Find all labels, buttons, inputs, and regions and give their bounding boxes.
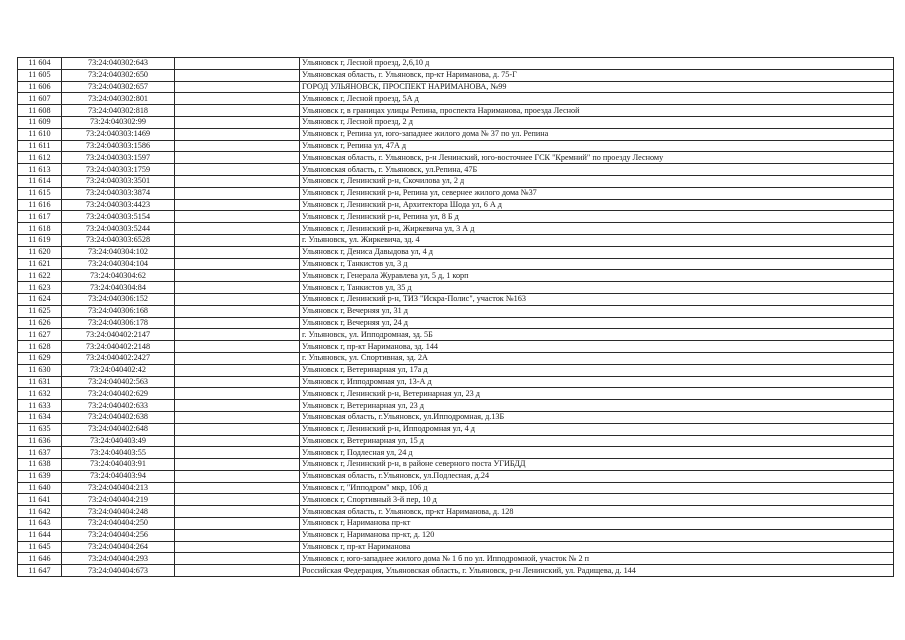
row-number-cell: 11 604	[18, 58, 62, 70]
row-number-cell: 11 632	[18, 388, 62, 400]
table-row	[18, 470, 894, 482]
address-cell: Ульяновск г, Ленинский р-н, Жиркевича ул, 3 А д	[300, 223, 894, 235]
row-number-cell: 11 626	[18, 317, 62, 329]
empty-cell	[175, 388, 300, 400]
cadastral-number-cell: 73:24:040304:62	[62, 270, 175, 282]
table-row	[18, 93, 894, 105]
table-row	[18, 293, 894, 305]
empty-cell	[175, 411, 300, 423]
row-number-cell: 11 629	[18, 352, 62, 364]
address-cell: Ульяновская область, г.Ульяновск, ул.Ипподромная, д.13Б	[300, 411, 894, 423]
address-cell: Ульяновск г, Танкистов ул, 3 д	[300, 258, 894, 270]
cadastral-number-cell: 73:24:040302:657	[62, 81, 175, 93]
cadastral-number-cell: 73:24:040402:2148	[62, 341, 175, 353]
row-number-cell: 11 619	[18, 234, 62, 246]
address-cell: г. Ульяновск, ул. Спортивная, зд. 2А	[300, 352, 894, 364]
cadastral-number-cell: 73:24:040404:264	[62, 541, 175, 553]
empty-cell	[175, 364, 300, 376]
table-row	[18, 423, 894, 435]
table-row	[18, 105, 894, 117]
row-number-cell: 11 628	[18, 341, 62, 353]
address-cell: Ульяновская область, г.Ульяновск, ул.Подлесная, д.24	[300, 470, 894, 482]
row-number-cell: 11 638	[18, 459, 62, 471]
empty-cell	[175, 423, 300, 435]
cadastral-number-cell: 73:24:040402:629	[62, 388, 175, 400]
table-row	[18, 518, 894, 530]
empty-cell	[175, 128, 300, 140]
table-row	[18, 270, 894, 282]
row-number-cell: 11 617	[18, 211, 62, 223]
table-row	[18, 329, 894, 341]
table-row	[18, 541, 894, 553]
address-cell: Ульяновск г, "Ипподром" мкр, 106 д	[300, 482, 894, 494]
empty-cell	[175, 234, 300, 246]
table-row	[18, 411, 894, 423]
empty-cell	[175, 506, 300, 518]
row-number-cell: 11 633	[18, 400, 62, 412]
empty-cell	[175, 400, 300, 412]
address-cell: Ульяновск г, Ленинский р-н, Ипподромная ул, 4 д	[300, 423, 894, 435]
row-number-cell: 11 622	[18, 270, 62, 282]
table-row	[18, 305, 894, 317]
cadastral-number-cell: 73:24:040306:178	[62, 317, 175, 329]
address-cell: Ульяновская область, г. Ульяновск, р-н Ленинский, юго-восточнее ГСК "Кремний" по проезду Лесному	[300, 152, 894, 164]
address-cell: Ульяновск г, пр-кт Нариманова	[300, 541, 894, 553]
table-row	[18, 81, 894, 93]
cadastral-number-cell: 73:24:040403:49	[62, 435, 175, 447]
table-row	[18, 364, 894, 376]
cadastral-number-cell: 73:24:040303:6528	[62, 234, 175, 246]
empty-cell	[175, 105, 300, 117]
cadastral-number-cell: 73:24:040403:94	[62, 470, 175, 482]
row-number-cell: 11 625	[18, 305, 62, 317]
address-cell: Ульяновск г, Ветеринарная ул, 23 д	[300, 400, 894, 412]
address-cell: Ульяновск г, Лесной проезд, 2 д	[300, 116, 894, 128]
address-cell: Ульяновск г, Вечерняя ул, 31 д	[300, 305, 894, 317]
empty-cell	[175, 282, 300, 294]
row-number-cell: 11 630	[18, 364, 62, 376]
table-row	[18, 282, 894, 294]
table-row	[18, 506, 894, 518]
row-number-cell: 11 606	[18, 81, 62, 93]
table-row	[18, 482, 894, 494]
empty-cell	[175, 459, 300, 471]
address-cell: Ульяновская область, г. Ульяновск, пр-кт Нариманова, д. 75-Г	[300, 69, 894, 81]
table-row	[18, 152, 894, 164]
empty-cell	[175, 518, 300, 530]
cadastral-number-cell: 73:24:040302:650	[62, 69, 175, 81]
address-cell: Ульяновск г, юго-западнее жилого дома № 1 б по ул. Ипподромной, участок № 2 п	[300, 553, 894, 565]
cadastral-number-cell: 73:24:040404:256	[62, 529, 175, 541]
address-cell: г. Ульяновск, ул. Жиркевича, зд. 4	[300, 234, 894, 246]
table-row	[18, 352, 894, 364]
table-row	[18, 400, 894, 412]
table-row	[18, 376, 894, 388]
empty-cell	[175, 69, 300, 81]
cadastral-number-cell: 73:24:040404:213	[62, 482, 175, 494]
row-number-cell: 11 616	[18, 199, 62, 211]
empty-cell	[175, 211, 300, 223]
address-cell: Российская Федерация, Ульяновская область, г. Ульяновск, р-н Ленинский, ул. Радищева, д. 144	[300, 565, 894, 577]
cadastral-number-cell: 73:24:040303:3874	[62, 187, 175, 199]
empty-cell	[175, 329, 300, 341]
row-number-cell: 11 621	[18, 258, 62, 270]
empty-cell	[175, 116, 300, 128]
row-number-cell: 11 614	[18, 175, 62, 187]
address-cell: Ульяновск г, Вечерняя ул, 24 д	[300, 317, 894, 329]
address-cell: Ульяновск г, Дениса Давыдова ул, 4 д	[300, 246, 894, 258]
empty-cell	[175, 376, 300, 388]
address-cell: Ульяновск г, пр-кт Нариманова, зд. 144	[300, 341, 894, 353]
cadastral-number-cell: 73:24:040306:152	[62, 293, 175, 305]
address-cell: Ульяновск г, Лесной проезд, 2,6,10 д	[300, 58, 894, 70]
cadastral-number-cell: 73:24:040303:1759	[62, 164, 175, 176]
cadastral-number-cell: 73:24:040403:91	[62, 459, 175, 471]
table-row	[18, 459, 894, 471]
table-row	[18, 116, 894, 128]
empty-cell	[175, 187, 300, 199]
row-number-cell: 11 647	[18, 565, 62, 577]
cadastral-number-cell: 73:24:040402:2147	[62, 329, 175, 341]
empty-cell	[175, 447, 300, 459]
empty-cell	[175, 164, 300, 176]
empty-cell	[175, 93, 300, 105]
table-row	[18, 447, 894, 459]
table-row	[18, 435, 894, 447]
cadastral-number-cell: 73:24:040302:99	[62, 116, 175, 128]
table-row	[18, 128, 894, 140]
row-number-cell: 11 624	[18, 293, 62, 305]
address-cell: Ульяновск г, Ленинский р-н, Ветеринарная ул, 23 д	[300, 388, 894, 400]
cadastral-number-cell: 73:24:040303:4423	[62, 199, 175, 211]
empty-cell	[175, 305, 300, 317]
cadastral-number-cell: 73:24:040403:55	[62, 447, 175, 459]
row-number-cell: 11 612	[18, 152, 62, 164]
empty-cell	[175, 435, 300, 447]
row-number-cell: 11 623	[18, 282, 62, 294]
cadastral-number-cell: 73:24:040404:250	[62, 518, 175, 530]
row-number-cell: 11 642	[18, 506, 62, 518]
empty-cell	[175, 81, 300, 93]
address-cell: Ульяновск г, Лесной проезд, 5А д	[300, 93, 894, 105]
registry-table	[17, 57, 894, 577]
row-number-cell: 11 608	[18, 105, 62, 117]
row-number-cell: 11 644	[18, 529, 62, 541]
empty-cell	[175, 352, 300, 364]
row-number-cell: 11 610	[18, 128, 62, 140]
address-cell: Ульяновск г, Нариманова пр-кт	[300, 518, 894, 530]
address-cell: Ульяновск г, Подлесная ул, 24 д	[300, 447, 894, 459]
registry-table-body	[18, 58, 894, 577]
address-cell: Ульяновск г, Ленинский р-н, ТИЗ "Искра-Полис", участок №163	[300, 293, 894, 305]
row-number-cell: 11 636	[18, 435, 62, 447]
address-cell: Ульяновск г, Танкистов ул, 35 д	[300, 282, 894, 294]
row-number-cell: 11 641	[18, 494, 62, 506]
address-cell: Ульяновск г, Репина ул, юго-западнее жилого дома № 37 по ул. Репина	[300, 128, 894, 140]
cadastral-number-cell: 73:24:040302:818	[62, 105, 175, 117]
cadastral-number-cell: 73:24:040303:1469	[62, 128, 175, 140]
cadastral-number-cell: 73:24:040302:801	[62, 93, 175, 105]
empty-cell	[175, 175, 300, 187]
address-cell: Ульяновская область, г. Ульяновск, пр-кт Нариманова, д. 128	[300, 506, 894, 518]
address-cell: Ульяновск г, Ветеринарная ул, 15 д	[300, 435, 894, 447]
cadastral-number-cell: 73:24:040304:104	[62, 258, 175, 270]
cadastral-number-cell: 73:24:040303:1597	[62, 152, 175, 164]
cadastral-number-cell: 73:24:040404:219	[62, 494, 175, 506]
table-row	[18, 388, 894, 400]
cadastral-number-cell: 73:24:040303:5154	[62, 211, 175, 223]
empty-cell	[175, 270, 300, 282]
empty-cell	[175, 541, 300, 553]
table-row	[18, 341, 894, 353]
address-cell: Ульяновск г, Ипподромная ул, 13-А д	[300, 376, 894, 388]
address-cell: Ульяновск г, Ленинский р-н, Архитектора Шода ул, 6 А д	[300, 199, 894, 211]
row-number-cell: 11 607	[18, 93, 62, 105]
row-number-cell: 11 643	[18, 518, 62, 530]
address-cell: г. Ульяновск, ул. Ипподромная, зд. 5Б	[300, 329, 894, 341]
address-cell: Ульяновск г, Ленинский р-н, Скочилова ул, 2 д	[300, 175, 894, 187]
row-number-cell: 11 613	[18, 164, 62, 176]
row-number-cell: 11 620	[18, 246, 62, 258]
address-cell: Ульяновск г, в границах улицы Репина, проспекта Нариманова, проезда Лесной	[300, 105, 894, 117]
row-number-cell: 11 618	[18, 223, 62, 235]
address-cell: Ульяновск г, Репина ул, 47А д	[300, 140, 894, 152]
table-row	[18, 529, 894, 541]
cadastral-number-cell: 73:24:040304:102	[62, 246, 175, 258]
table-row	[18, 565, 894, 577]
empty-cell	[175, 258, 300, 270]
empty-cell	[175, 494, 300, 506]
cadastral-number-cell: 73:24:040404:673	[62, 565, 175, 577]
empty-cell	[175, 553, 300, 565]
empty-cell	[175, 246, 300, 258]
row-number-cell: 11 611	[18, 140, 62, 152]
row-number-cell: 11 605	[18, 69, 62, 81]
empty-cell	[175, 341, 300, 353]
row-number-cell: 11 609	[18, 116, 62, 128]
address-cell: Ульяновская область, г. Ульяновск, ул.Репина, 47Б	[300, 164, 894, 176]
cadastral-number-cell: 73:24:040303:3501	[62, 175, 175, 187]
empty-cell	[175, 529, 300, 541]
address-cell: Ульяновск г, Генерала Журавлева ул, 5 д, 1 корп	[300, 270, 894, 282]
table-row	[18, 164, 894, 176]
cadastral-number-cell: 73:24:040404:293	[62, 553, 175, 565]
table-row	[18, 211, 894, 223]
table-row	[18, 246, 894, 258]
table-row	[18, 223, 894, 235]
table-row	[18, 187, 894, 199]
cadastral-number-cell: 73:24:040302:643	[62, 58, 175, 70]
empty-cell	[175, 470, 300, 482]
cadastral-number-cell: 73:24:040402:633	[62, 400, 175, 412]
empty-cell	[175, 317, 300, 329]
row-number-cell: 11 646	[18, 553, 62, 565]
cadastral-number-cell: 73:24:040404:248	[62, 506, 175, 518]
table-row	[18, 258, 894, 270]
empty-cell	[175, 58, 300, 70]
row-number-cell: 11 631	[18, 376, 62, 388]
table-row	[18, 58, 894, 70]
cadastral-number-cell: 73:24:040402:638	[62, 411, 175, 423]
empty-cell	[175, 565, 300, 577]
empty-cell	[175, 140, 300, 152]
row-number-cell: 11 637	[18, 447, 62, 459]
table-row	[18, 234, 894, 246]
address-cell: Ульяновск г, Ленинский р-н, в районе северного поста УГИБДД	[300, 459, 894, 471]
row-number-cell: 11 635	[18, 423, 62, 435]
empty-cell	[175, 223, 300, 235]
table-row	[18, 140, 894, 152]
cadastral-number-cell: 73:24:040402:563	[62, 376, 175, 388]
empty-cell	[175, 199, 300, 211]
table-row	[18, 69, 894, 81]
address-cell: Ульяновск г, Спортивный 3-й пер, 10 д	[300, 494, 894, 506]
table-row	[18, 175, 894, 187]
address-cell: ГОРОД УЛЬЯНОВСК, ПРОСПЕКТ НАРИМАНОВА, №99	[300, 81, 894, 93]
row-number-cell: 11 634	[18, 411, 62, 423]
address-cell: Ульяновск г, Нариманова пр-кт, д. 120	[300, 529, 894, 541]
cadastral-number-cell: 73:24:040402:42	[62, 364, 175, 376]
empty-cell	[175, 152, 300, 164]
cadastral-number-cell: 73:24:040402:648	[62, 423, 175, 435]
empty-cell	[175, 293, 300, 305]
table-row	[18, 199, 894, 211]
cadastral-number-cell: 73:24:040304:84	[62, 282, 175, 294]
table-row	[18, 553, 894, 565]
cadastral-number-cell: 73:24:040306:168	[62, 305, 175, 317]
cadastral-number-cell: 73:24:040303:1586	[62, 140, 175, 152]
row-number-cell: 11 639	[18, 470, 62, 482]
address-cell: Ульяновск г, Ленинский р-н, Репина ул, 8 Б д	[300, 211, 894, 223]
row-number-cell: 11 615	[18, 187, 62, 199]
row-number-cell: 11 627	[18, 329, 62, 341]
empty-cell	[175, 482, 300, 494]
address-cell: Ульяновск г, Ленинский р-н, Репина ул, севернее жилого дома №37	[300, 187, 894, 199]
address-cell: Ульяновск г, Ветеринарная ул, 17а д	[300, 364, 894, 376]
row-number-cell: 11 640	[18, 482, 62, 494]
cadastral-number-cell: 73:24:040303:5244	[62, 223, 175, 235]
cadastral-number-cell: 73:24:040402:2427	[62, 352, 175, 364]
table-row	[18, 317, 894, 329]
table-row	[18, 494, 894, 506]
row-number-cell: 11 645	[18, 541, 62, 553]
